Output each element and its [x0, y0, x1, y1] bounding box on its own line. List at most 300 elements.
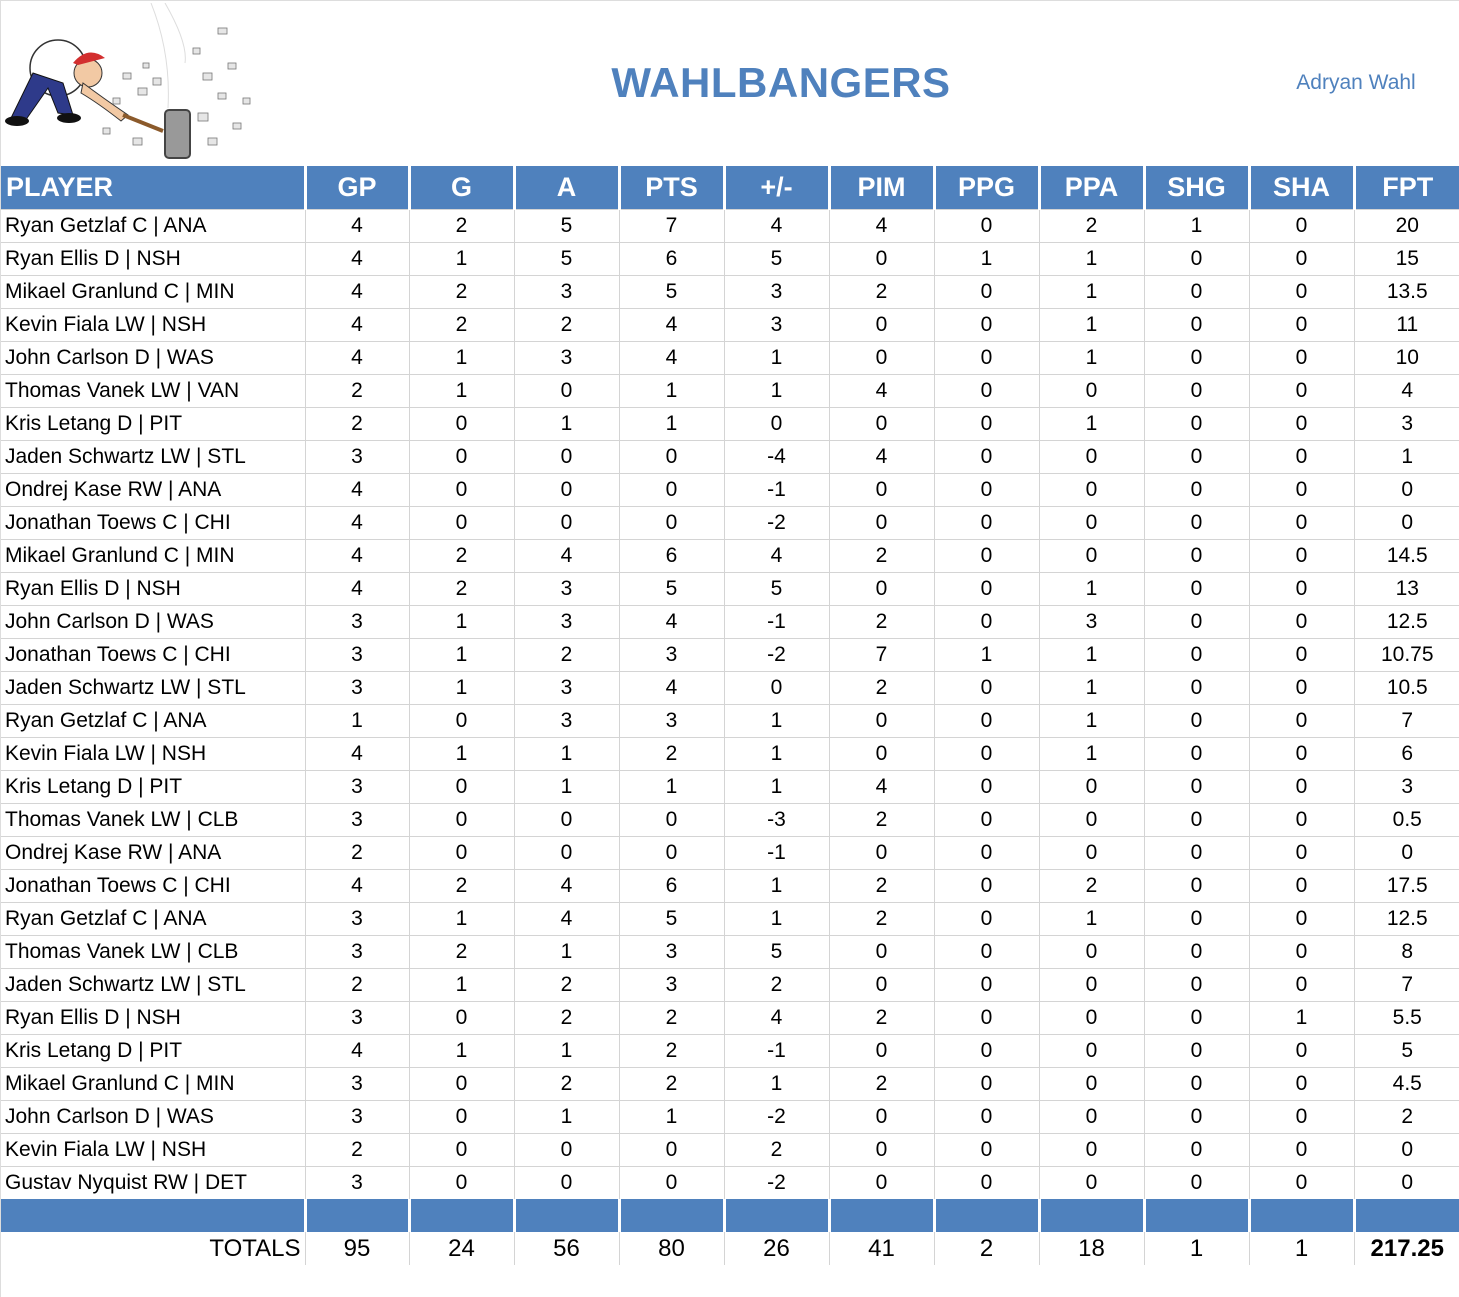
stat-cell[interactable]: 4: [619, 342, 724, 375]
stat-cell[interactable]: 7: [1354, 705, 1459, 738]
stat-cell[interactable]: 0: [1249, 507, 1354, 540]
stat-cell[interactable]: 0: [1144, 1167, 1249, 1200]
stat-cell[interactable]: -2: [724, 1167, 829, 1200]
stat-cell[interactable]: 3: [1354, 408, 1459, 441]
stat-cell[interactable]: 7: [829, 639, 934, 672]
stat-cell[interactable]: 0: [1144, 837, 1249, 870]
stat-cell[interactable]: 1: [1039, 705, 1144, 738]
stat-cell[interactable]: 0: [1249, 606, 1354, 639]
stat-cell[interactable]: 0: [514, 1167, 619, 1200]
stat-cell[interactable]: 0: [934, 375, 1039, 408]
stat-cell[interactable]: 0: [934, 804, 1039, 837]
stat-cell[interactable]: 0: [514, 804, 619, 837]
stat-cell[interactable]: 0: [934, 540, 1039, 573]
stat-cell[interactable]: 3: [305, 672, 409, 705]
stat-cell[interactable]: 2: [409, 210, 514, 243]
stat-cell[interactable]: 2: [305, 837, 409, 870]
stat-cell[interactable]: 4: [305, 309, 409, 342]
stat-cell[interactable]: 2: [829, 672, 934, 705]
stat-cell[interactable]: 0: [829, 936, 934, 969]
stat-cell[interactable]: 0: [829, 342, 934, 375]
total-cell[interactable]: 2: [934, 1232, 1039, 1265]
stat-cell[interactable]: 2: [305, 375, 409, 408]
stat-cell[interactable]: 0: [1144, 639, 1249, 672]
stat-cell[interactable]: 4.5: [1354, 1068, 1459, 1101]
stat-cell[interactable]: 0: [829, 1101, 934, 1134]
stat-cell[interactable]: 0: [829, 738, 934, 771]
stat-cell[interactable]: 0: [1039, 507, 1144, 540]
stat-cell[interactable]: 0: [1144, 1002, 1249, 1035]
stat-cell[interactable]: 2: [514, 1068, 619, 1101]
stat-cell[interactable]: 1: [409, 606, 514, 639]
stat-cell[interactable]: 3: [514, 672, 619, 705]
stat-cell[interactable]: 0: [934, 408, 1039, 441]
stat-cell[interactable]: 0: [514, 1134, 619, 1167]
stat-cell[interactable]: 3: [305, 804, 409, 837]
stat-cell[interactable]: 13.5: [1354, 276, 1459, 309]
column-header-g[interactable]: G: [409, 166, 514, 210]
total-cell[interactable]: 217.25: [1354, 1232, 1459, 1265]
stat-cell[interactable]: 0: [1249, 936, 1354, 969]
stat-cell[interactable]: 0: [934, 276, 1039, 309]
stat-cell[interactable]: 1: [724, 1068, 829, 1101]
stat-cell[interactable]: 2: [829, 1068, 934, 1101]
stat-cell[interactable]: 4: [829, 375, 934, 408]
player-name-cell[interactable]: John Carlson D | WAS: [1, 1101, 305, 1134]
stat-cell[interactable]: 1: [1039, 639, 1144, 672]
stat-cell[interactable]: -2: [724, 1101, 829, 1134]
stat-cell[interactable]: 0: [1039, 837, 1144, 870]
stat-cell[interactable]: 1: [724, 375, 829, 408]
stat-cell[interactable]: 0: [829, 1035, 934, 1068]
stat-cell[interactable]: 4: [305, 342, 409, 375]
stat-cell[interactable]: 3: [619, 705, 724, 738]
stat-cell[interactable]: 5: [724, 573, 829, 606]
column-header-player[interactable]: PLAYER: [1, 166, 305, 210]
stat-cell[interactable]: 0: [934, 210, 1039, 243]
stat-cell[interactable]: 7: [619, 210, 724, 243]
stat-cell[interactable]: 0: [934, 1101, 1039, 1134]
stat-cell[interactable]: 12.5: [1354, 606, 1459, 639]
stat-cell[interactable]: 0: [1249, 573, 1354, 606]
stat-cell[interactable]: 3: [305, 441, 409, 474]
stat-cell[interactable]: 4: [829, 210, 934, 243]
stat-cell[interactable]: 6: [619, 243, 724, 276]
stat-cell[interactable]: 0: [1354, 1167, 1459, 1200]
stat-cell[interactable]: 4: [305, 507, 409, 540]
stat-cell[interactable]: 0: [619, 837, 724, 870]
stat-cell[interactable]: 0: [514, 474, 619, 507]
stat-cell[interactable]: 0: [1144, 672, 1249, 705]
stat-cell[interactable]: 4: [305, 573, 409, 606]
stat-cell[interactable]: 0.5: [1354, 804, 1459, 837]
stat-cell[interactable]: 15: [1354, 243, 1459, 276]
stat-cell[interactable]: 1: [1039, 573, 1144, 606]
player-name-cell[interactable]: Jonathan Toews C | CHI: [1, 507, 305, 540]
stat-cell[interactable]: 0: [1354, 507, 1459, 540]
stat-cell[interactable]: -1: [724, 606, 829, 639]
stat-cell[interactable]: 0: [1354, 474, 1459, 507]
stat-cell[interactable]: 2: [514, 309, 619, 342]
stat-cell[interactable]: 4: [305, 276, 409, 309]
stat-cell[interactable]: 0: [1144, 1068, 1249, 1101]
stat-cell[interactable]: 0: [934, 474, 1039, 507]
column-header-fpt[interactable]: FPT: [1354, 166, 1459, 210]
stat-cell[interactable]: 3: [619, 639, 724, 672]
stat-cell[interactable]: 0: [1039, 1101, 1144, 1134]
stat-cell[interactable]: -1: [724, 1035, 829, 1068]
stat-cell[interactable]: 0: [1144, 903, 1249, 936]
stat-cell[interactable]: 1: [1039, 342, 1144, 375]
stat-cell[interactable]: 0: [514, 441, 619, 474]
stat-cell[interactable]: 0: [1039, 1035, 1144, 1068]
stat-cell[interactable]: 10.75: [1354, 639, 1459, 672]
stat-cell[interactable]: 0: [1249, 705, 1354, 738]
stat-cell[interactable]: 0: [1039, 441, 1144, 474]
stat-cell[interactable]: 5: [619, 903, 724, 936]
stat-cell[interactable]: 0: [619, 1167, 724, 1200]
stat-cell[interactable]: 1: [514, 1101, 619, 1134]
stat-cell[interactable]: 20: [1354, 210, 1459, 243]
stat-cell[interactable]: 2: [1039, 210, 1144, 243]
stat-cell[interactable]: 0: [1249, 672, 1354, 705]
stat-cell[interactable]: 0: [1249, 1035, 1354, 1068]
total-cell[interactable]: 1: [1249, 1232, 1354, 1265]
stat-cell[interactable]: 1: [409, 672, 514, 705]
stat-cell[interactable]: 4: [829, 771, 934, 804]
stat-cell[interactable]: 4: [305, 1035, 409, 1068]
stat-cell[interactable]: 2: [724, 969, 829, 1002]
stat-cell[interactable]: 8: [1354, 936, 1459, 969]
stat-cell[interactable]: 2: [305, 408, 409, 441]
player-name-cell[interactable]: Jaden Schwartz LW | STL: [1, 672, 305, 705]
stat-cell[interactable]: 0: [829, 243, 934, 276]
player-name-cell[interactable]: Jonathan Toews C | CHI: [1, 639, 305, 672]
stat-cell[interactable]: 0: [1144, 474, 1249, 507]
stat-cell[interactable]: 2: [829, 276, 934, 309]
stat-cell[interactable]: 0: [1249, 276, 1354, 309]
stat-cell[interactable]: 5: [1354, 1035, 1459, 1068]
stat-cell[interactable]: 0: [1039, 1002, 1144, 1035]
player-name-cell[interactable]: Kevin Fiala LW | NSH: [1, 738, 305, 771]
stat-cell[interactable]: 2: [1039, 870, 1144, 903]
stat-cell[interactable]: 0: [1144, 342, 1249, 375]
stat-cell[interactable]: 0: [1144, 969, 1249, 1002]
stat-cell[interactable]: 0: [934, 705, 1039, 738]
stat-cell[interactable]: 0: [409, 1101, 514, 1134]
stat-cell[interactable]: 3: [305, 639, 409, 672]
stat-cell[interactable]: 5.5: [1354, 1002, 1459, 1035]
stat-cell[interactable]: 4: [514, 870, 619, 903]
stat-cell[interactable]: 0: [514, 837, 619, 870]
stat-cell[interactable]: 0: [409, 441, 514, 474]
stat-cell[interactable]: 0: [1144, 1101, 1249, 1134]
player-name-cell[interactable]: Mikael Granlund C | MIN: [1, 276, 305, 309]
stat-cell[interactable]: 0: [619, 474, 724, 507]
stat-cell[interactable]: 0: [934, 672, 1039, 705]
stat-cell[interactable]: 2: [514, 639, 619, 672]
stat-cell[interactable]: 0: [1144, 408, 1249, 441]
stat-cell[interactable]: 0: [1249, 441, 1354, 474]
stat-cell[interactable]: 0: [934, 771, 1039, 804]
stat-cell[interactable]: 0: [1249, 903, 1354, 936]
stat-cell[interactable]: -1: [724, 837, 829, 870]
stat-cell[interactable]: 13: [1354, 573, 1459, 606]
stat-cell[interactable]: 0: [934, 870, 1039, 903]
stat-cell[interactable]: 1: [409, 903, 514, 936]
stat-cell[interactable]: 1: [514, 771, 619, 804]
stat-cell[interactable]: 1: [619, 375, 724, 408]
stat-cell[interactable]: 2: [409, 540, 514, 573]
stat-cell[interactable]: 2: [1354, 1101, 1459, 1134]
stat-cell[interactable]: 3: [619, 969, 724, 1002]
stat-cell[interactable]: 0: [1039, 804, 1144, 837]
total-cell[interactable]: 1: [1144, 1232, 1249, 1265]
stat-cell[interactable]: 0: [1144, 276, 1249, 309]
stat-cell[interactable]: 1: [934, 639, 1039, 672]
stat-cell[interactable]: 2: [619, 738, 724, 771]
stat-cell[interactable]: 2: [409, 276, 514, 309]
stat-cell[interactable]: 3: [514, 705, 619, 738]
stat-cell[interactable]: 2: [619, 1002, 724, 1035]
stat-cell[interactable]: 0: [934, 309, 1039, 342]
stat-cell[interactable]: 4: [305, 243, 409, 276]
stat-cell[interactable]: 1: [724, 342, 829, 375]
stat-cell[interactable]: 5: [724, 936, 829, 969]
stat-cell[interactable]: 0: [1249, 1101, 1354, 1134]
stat-cell[interactable]: 3: [305, 1002, 409, 1035]
stat-cell[interactable]: 1: [619, 1101, 724, 1134]
stat-cell[interactable]: -4: [724, 441, 829, 474]
stat-cell[interactable]: 0: [1249, 738, 1354, 771]
stat-cell[interactable]: 2: [305, 969, 409, 1002]
stat-cell[interactable]: 10: [1354, 342, 1459, 375]
player-name-cell[interactable]: Ondrej Kase RW | ANA: [1, 837, 305, 870]
stat-cell[interactable]: 2: [619, 1068, 724, 1101]
stat-cell[interactable]: 3: [305, 606, 409, 639]
stat-cell[interactable]: 0: [1249, 837, 1354, 870]
stat-cell[interactable]: 0: [409, 1002, 514, 1035]
stat-cell[interactable]: 1: [1039, 672, 1144, 705]
stat-cell[interactable]: 0: [829, 705, 934, 738]
stat-cell[interactable]: 0: [1144, 375, 1249, 408]
stat-cell[interactable]: 0: [1249, 969, 1354, 1002]
stat-cell[interactable]: 0: [409, 1167, 514, 1200]
stat-cell[interactable]: 0: [1039, 969, 1144, 1002]
stat-cell[interactable]: 0: [1249, 771, 1354, 804]
stat-cell[interactable]: 1: [514, 1035, 619, 1068]
stat-cell[interactable]: 0: [1144, 507, 1249, 540]
stat-cell[interactable]: 4: [305, 540, 409, 573]
stat-cell[interactable]: 4: [305, 870, 409, 903]
player-name-cell[interactable]: Ryan Getzlaf C | ANA: [1, 903, 305, 936]
player-name-cell[interactable]: Kevin Fiala LW | NSH: [1, 309, 305, 342]
stat-cell[interactable]: 1: [724, 705, 829, 738]
stat-cell[interactable]: 0: [1249, 243, 1354, 276]
stat-cell[interactable]: 4: [724, 1002, 829, 1035]
stat-cell[interactable]: 12.5: [1354, 903, 1459, 936]
stat-cell[interactable]: 0: [1354, 1134, 1459, 1167]
stat-cell[interactable]: 0: [1249, 210, 1354, 243]
stat-cell[interactable]: 0: [1249, 1068, 1354, 1101]
stat-cell[interactable]: 1: [619, 771, 724, 804]
player-name-cell[interactable]: Kris Letang D | PIT: [1, 1035, 305, 1068]
stat-cell[interactable]: 2: [724, 1134, 829, 1167]
total-cell[interactable]: 56: [514, 1232, 619, 1265]
stat-cell[interactable]: 0: [409, 771, 514, 804]
column-header-pts[interactable]: PTS: [619, 166, 724, 210]
stat-cell[interactable]: 0: [409, 408, 514, 441]
player-name-cell[interactable]: Gustav Nyquist RW | DET: [1, 1167, 305, 1200]
stat-cell[interactable]: 0: [1144, 1035, 1249, 1068]
stat-cell[interactable]: 2: [619, 1035, 724, 1068]
stat-cell[interactable]: 4: [724, 540, 829, 573]
stat-cell[interactable]: 0: [1144, 804, 1249, 837]
column-header-a[interactable]: A: [514, 166, 619, 210]
stat-cell[interactable]: 2: [829, 903, 934, 936]
stat-cell[interactable]: 2: [514, 1002, 619, 1035]
stat-cell[interactable]: 0: [934, 573, 1039, 606]
stat-cell[interactable]: 7: [1354, 969, 1459, 1002]
stat-cell[interactable]: 0: [934, 606, 1039, 639]
player-name-cell[interactable]: Jaden Schwartz LW | STL: [1, 969, 305, 1002]
stat-cell[interactable]: 3: [1354, 771, 1459, 804]
stat-cell[interactable]: 1: [409, 342, 514, 375]
player-name-cell[interactable]: Ryan Ellis D | NSH: [1, 243, 305, 276]
player-name-cell[interactable]: Jonathan Toews C | CHI: [1, 870, 305, 903]
stat-cell[interactable]: 1: [1039, 243, 1144, 276]
stat-cell[interactable]: 0: [1144, 936, 1249, 969]
stat-cell[interactable]: 1: [409, 639, 514, 672]
player-name-cell[interactable]: John Carlson D | WAS: [1, 342, 305, 375]
column-header-sha[interactable]: SHA: [1249, 166, 1354, 210]
stat-cell[interactable]: 0: [1354, 837, 1459, 870]
stat-cell[interactable]: 3: [305, 771, 409, 804]
stat-cell[interactable]: 0: [934, 1002, 1039, 1035]
stat-cell[interactable]: 5: [619, 276, 724, 309]
stat-cell[interactable]: 0: [1039, 474, 1144, 507]
stat-cell[interactable]: 6: [619, 540, 724, 573]
stat-cell[interactable]: 3: [1039, 606, 1144, 639]
stat-cell[interactable]: 0: [1039, 540, 1144, 573]
stat-cell[interactable]: 4: [305, 738, 409, 771]
stat-cell[interactable]: 4: [829, 441, 934, 474]
player-name-cell[interactable]: Ryan Getzlaf C | ANA: [1, 210, 305, 243]
stat-cell[interactable]: 0: [409, 837, 514, 870]
column-header-shg[interactable]: SHG: [1144, 166, 1249, 210]
stat-cell[interactable]: 0: [934, 738, 1039, 771]
stat-cell[interactable]: 0: [724, 408, 829, 441]
stat-cell[interactable]: 0: [1039, 375, 1144, 408]
stat-cell[interactable]: 5: [619, 573, 724, 606]
stat-cell[interactable]: 2: [829, 540, 934, 573]
stat-cell[interactable]: 0: [1249, 870, 1354, 903]
stat-cell[interactable]: 4: [305, 474, 409, 507]
stat-cell[interactable]: 0: [934, 1167, 1039, 1200]
stat-cell[interactable]: 0: [934, 936, 1039, 969]
player-name-cell[interactable]: Ryan Getzlaf C | ANA: [1, 705, 305, 738]
stat-cell[interactable]: 1: [724, 903, 829, 936]
stat-cell[interactable]: 2: [829, 606, 934, 639]
stat-cell[interactable]: 0: [409, 804, 514, 837]
stat-cell[interactable]: 4: [724, 210, 829, 243]
stat-cell[interactable]: 0: [1144, 1134, 1249, 1167]
stat-cell[interactable]: 0: [829, 507, 934, 540]
stat-cell[interactable]: 1: [1039, 309, 1144, 342]
stat-cell[interactable]: 1: [409, 375, 514, 408]
stat-cell[interactable]: 3: [514, 276, 619, 309]
player-name-cell[interactable]: John Carlson D | WAS: [1, 606, 305, 639]
stat-cell[interactable]: 1: [514, 408, 619, 441]
stat-cell[interactable]: 0: [1144, 540, 1249, 573]
player-name-cell[interactable]: Ryan Ellis D | NSH: [1, 1002, 305, 1035]
stat-cell[interactable]: 0: [619, 441, 724, 474]
stat-cell[interactable]: 0: [934, 342, 1039, 375]
stat-cell[interactable]: 2: [829, 1002, 934, 1035]
stat-cell[interactable]: -2: [724, 639, 829, 672]
total-cell[interactable]: 95: [305, 1232, 409, 1265]
stat-cell[interactable]: 3: [305, 936, 409, 969]
stat-cell[interactable]: 0: [619, 1134, 724, 1167]
stat-cell[interactable]: 0: [619, 804, 724, 837]
stat-cell[interactable]: 14.5: [1354, 540, 1459, 573]
stat-cell[interactable]: 0: [1249, 474, 1354, 507]
stat-cell[interactable]: 10.5: [1354, 672, 1459, 705]
player-name-cell[interactable]: Ryan Ellis D | NSH: [1, 573, 305, 606]
stat-cell[interactable]: 1: [1039, 903, 1144, 936]
stat-cell[interactable]: 1: [409, 243, 514, 276]
stat-cell[interactable]: 3: [305, 1068, 409, 1101]
player-name-cell[interactable]: Mikael Granlund C | MIN: [1, 540, 305, 573]
stat-cell[interactable]: 4: [619, 606, 724, 639]
stat-cell[interactable]: 0: [409, 705, 514, 738]
stat-cell[interactable]: 0: [1249, 1134, 1354, 1167]
stat-cell[interactable]: 1: [409, 1035, 514, 1068]
stat-cell[interactable]: 1: [514, 936, 619, 969]
stat-cell[interactable]: 11: [1354, 309, 1459, 342]
stat-cell[interactable]: 0: [409, 507, 514, 540]
stat-cell[interactable]: 3: [305, 1101, 409, 1134]
stat-cell[interactable]: 0: [1144, 606, 1249, 639]
stat-cell[interactable]: 0: [1144, 309, 1249, 342]
stat-cell[interactable]: 0: [829, 474, 934, 507]
stat-cell[interactable]: 0: [1144, 870, 1249, 903]
player-name-cell[interactable]: Kris Letang D | PIT: [1, 771, 305, 804]
player-name-cell[interactable]: Thomas Vanek LW | VAN: [1, 375, 305, 408]
player-name-cell[interactable]: Thomas Vanek LW | CLB: [1, 936, 305, 969]
stat-cell[interactable]: 1: [1039, 276, 1144, 309]
stat-cell[interactable]: 2: [305, 1134, 409, 1167]
stat-cell[interactable]: 1: [1249, 1002, 1354, 1035]
stat-cell[interactable]: 2: [514, 969, 619, 1002]
stat-cell[interactable]: 6: [619, 870, 724, 903]
stat-cell[interactable]: 1: [409, 738, 514, 771]
stat-cell[interactable]: 0: [1249, 342, 1354, 375]
stat-cell[interactable]: -2: [724, 507, 829, 540]
stat-cell[interactable]: 0: [1039, 1167, 1144, 1200]
stat-cell[interactable]: 0: [1249, 540, 1354, 573]
stat-cell[interactable]: 3: [305, 1167, 409, 1200]
stat-cell[interactable]: 3: [724, 309, 829, 342]
stat-cell[interactable]: 4: [305, 210, 409, 243]
stat-cell[interactable]: 5: [724, 243, 829, 276]
stat-cell[interactable]: 0: [1144, 738, 1249, 771]
stat-cell[interactable]: 0: [829, 1134, 934, 1167]
stat-cell[interactable]: 0: [934, 903, 1039, 936]
stat-cell[interactable]: 2: [409, 309, 514, 342]
stat-cell[interactable]: 2: [409, 936, 514, 969]
total-cell[interactable]: 18: [1039, 1232, 1144, 1265]
